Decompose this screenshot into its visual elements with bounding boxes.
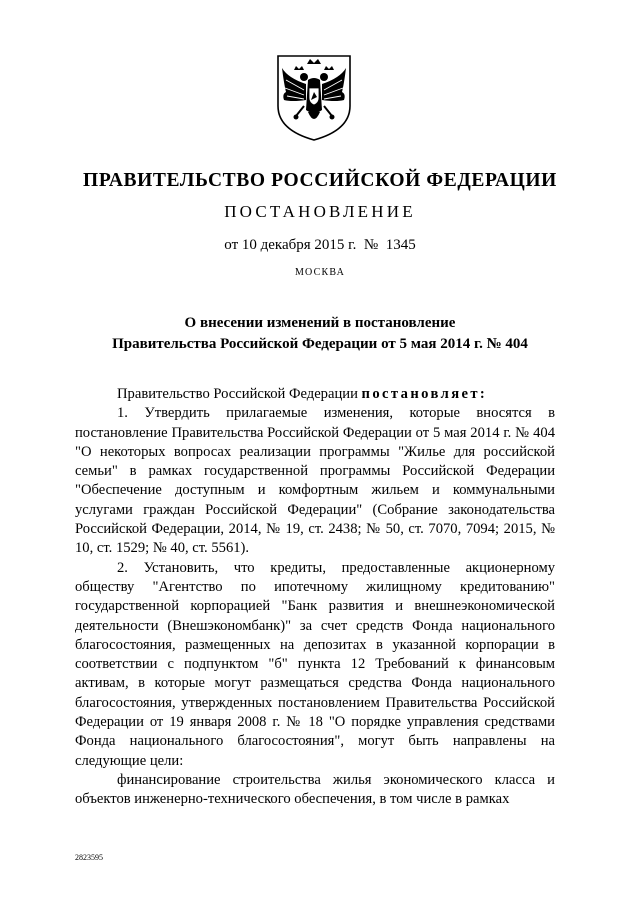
date-and-number: от 10 декабря 2015 г. № 1345 [224,237,416,253]
intro-text: Правительство Российской Федерации [117,386,362,402]
subject-line-2: Правительства Российской Федерации от 5 мая 2014 г. № 404 [112,336,528,352]
paragraph-3: финансирование строительства жилья экономического класса и объектов инженерно-технического обеспечения, в том числе в рамках [75,771,555,808]
intro-paragraph [75,385,555,404]
document-subject [60,313,580,355]
government-title: ПРАВИТЕЛЬСТВО РОССИЙСКОЙ ФЕДЕРАЦИИ [83,170,557,191]
coat-of-arms-icon [274,50,354,142]
document-type: ПОСТАНОВЛЕНИЕ [224,202,416,221]
document-body [75,385,555,810]
subject-line-1: О внесении изменений в постановление [184,315,456,331]
document-code: 2823595 [75,853,103,862]
intro-verb: постановляет: [361,386,488,402]
paragraph-2: 2. Установить, что кредиты, предоставленные акционерному обществу "Агентство по ипотечному жилищному кредитованию" государственной корпорацией "Банк развития и внешнеэкономической деятельности (Внешэкономбанк)" за счет средств Фонда национального благосостояния, размещенных на депозитах в указанной корпорации в соответствии с подпунктом "б" пункта 12 Требований к финансовым активам, в которые могут размещаться средства Фонда национального благосостояния, утвержденных постановлением Правительства Российской Федерации от 19 января 2008 г. № 18 "О порядке управления средствами Фонда национального благосостояния", могут быть направлены на следующие цели: [75,559,555,769]
paragraph-1: 1. Утвердить прилагаемые изменения, которые вносятся в постановление Правительства Российской Федерации от 5 мая 2014 г. № 404 "О некоторых вопросах реализации программы "Жилье для российской семьи" в рамках государственной программы Российской Федерации "Обеспечение доступным и комфортным жильем и коммунальными услугами граждан Российской Федерации" (Собрание законодательства Российской Федерации, 2014, № 19, ст. 2438; № 50, ст. 7070, 7094; 2015, № 10, ст. 1529; № 40, ст. 5561). [75,405,555,557]
city: МОСКВА [294,267,346,278]
